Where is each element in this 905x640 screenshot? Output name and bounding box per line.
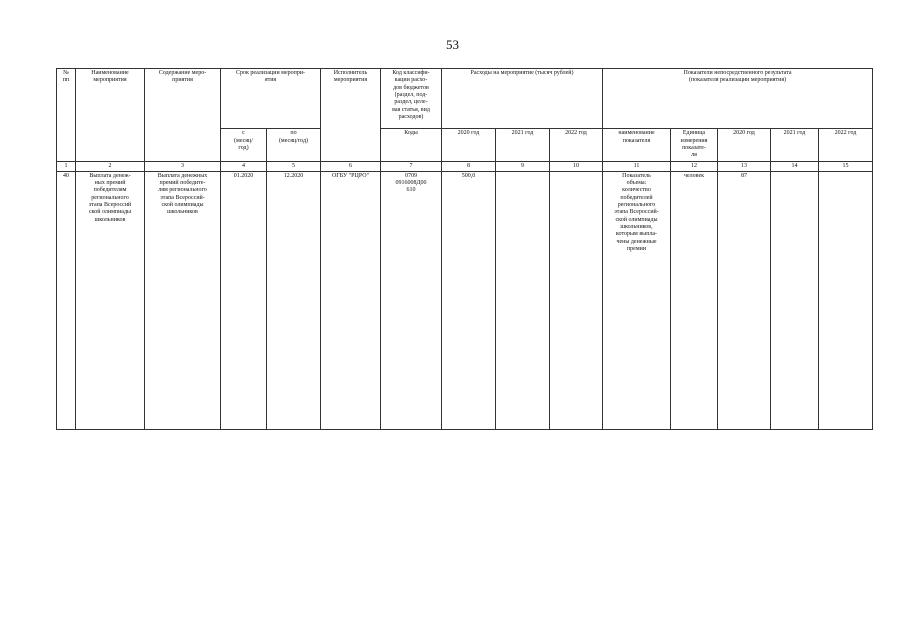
text-line: Код классифи-: [392, 70, 430, 76]
column-number: 4: [221, 161, 267, 171]
cell-budget-code: [381, 171, 442, 429]
text-line: (месяц/: [234, 137, 253, 144]
subheader-expense-2021: [496, 129, 550, 161]
column-number: 8: [442, 161, 496, 171]
text-line: наименование: [618, 130, 655, 137]
text-line: 40: [63, 172, 69, 179]
subheader-to: [267, 129, 321, 161]
text-line: которым выпла-: [615, 231, 658, 238]
text-line: школьников: [167, 209, 198, 216]
header-indicators: [603, 69, 873, 129]
column-number: 12: [671, 161, 718, 171]
text-line: победителям: [93, 187, 127, 194]
subheader-expense-2020: [442, 129, 496, 161]
cell-expense-2021: [496, 171, 550, 429]
text-line: 2022 год: [834, 130, 857, 137]
cell-measure-content: [145, 171, 221, 429]
column-number: 2: [76, 161, 145, 171]
text-line: Срок реализации меропри-: [235, 70, 306, 76]
text-line: ОГБУ "РЦРО": [331, 172, 370, 179]
text-line: ской олимпиады: [615, 216, 658, 223]
subheader-indicator-2022: [819, 129, 873, 161]
text-line: Выплата денеж-: [89, 172, 131, 179]
text-line: раздел, целе-: [394, 99, 428, 106]
column-number: 6: [321, 161, 381, 171]
subheader-indicator-name: [603, 129, 671, 161]
text-line: Коды: [404, 130, 418, 137]
text-line: Показатели непосредственного результата: [683, 70, 792, 76]
text-line: ных премий: [94, 180, 126, 187]
text-line: (месяц/год): [278, 137, 309, 144]
column-number: 14: [771, 161, 819, 171]
text-line: этапа Всероссий-: [614, 209, 659, 216]
column-number: 3: [145, 161, 221, 171]
text-line: 01.2020: [233, 172, 254, 179]
text-line: ля: [691, 152, 697, 159]
cell-indicator-2020: [718, 171, 771, 429]
text-line: приятия: [172, 77, 193, 84]
column-number: 10: [550, 161, 603, 171]
text-line: победителей: [620, 194, 653, 201]
header-expenses: [442, 69, 603, 129]
text-line: 500,0: [461, 172, 476, 179]
text-line: Единица: [682, 130, 706, 137]
text-line: вая статья, вид: [392, 106, 430, 113]
text-line: 2020 год: [733, 130, 755, 137]
text-line: регионального: [91, 194, 129, 201]
text-line: премий победите-: [159, 180, 206, 187]
text-line: Расходы на мероприятие (тысяч рублей): [470, 70, 574, 76]
text-line: количество: [622, 187, 651, 194]
text-line: по: [290, 130, 297, 137]
column-number: 11: [603, 161, 671, 171]
text-line: 12.2020: [283, 172, 304, 179]
text-line: премии: [626, 245, 647, 252]
text-line: мероприятия: [333, 77, 368, 84]
text-line: измерения: [680, 137, 708, 144]
text-line: кации расхо-: [394, 77, 428, 84]
subheader-unit: [671, 129, 718, 161]
text-line: 2021 год: [783, 130, 806, 137]
text-line: этапа Всероссий-: [160, 194, 205, 201]
text-line: Исполнитель: [333, 70, 368, 76]
text-line: 87: [741, 172, 747, 179]
cell-indicator-2022: [819, 171, 873, 429]
subheader-indicator-2021: [771, 129, 819, 161]
column-number: 1: [57, 161, 76, 171]
cell-executor: [321, 171, 381, 429]
text-line: Наименование: [91, 70, 129, 76]
cell-expense-2022: [550, 171, 603, 429]
text-line: (раздел, под-: [394, 91, 428, 98]
header-budget-code: [381, 69, 442, 129]
cell-term-to: [267, 171, 321, 429]
text-line: Содержание меро-: [158, 70, 207, 76]
cell-term-from: [221, 171, 267, 429]
cell-expense-2020: [442, 171, 496, 429]
text-line: регионального: [617, 201, 656, 208]
table-row: [57, 171, 873, 429]
text-line: пп: [62, 77, 70, 84]
column-number: 15: [819, 161, 873, 171]
text-line: ской олимпиады: [161, 201, 204, 208]
cell-indicator-name: [603, 171, 671, 429]
header-row: [57, 69, 873, 129]
text-line: расходов): [398, 113, 424, 120]
cell-indicator-2021: [771, 171, 819, 429]
page-number: 53: [446, 37, 459, 52]
header-term: [221, 69, 321, 129]
column-number-row: [57, 161, 873, 171]
subheader-codes: [381, 129, 442, 161]
text-line: человек: [683, 172, 705, 179]
text-line: 2020 год: [457, 130, 480, 137]
subheader-from: [221, 129, 267, 161]
text-line: чены денежные: [616, 238, 657, 245]
text-line: №: [63, 70, 69, 76]
text-line: школьников,: [620, 223, 653, 230]
text-line: с: [242, 130, 245, 137]
text-line: дов бюджетов: [393, 84, 429, 91]
text-line: 610: [406, 187, 416, 194]
column-number: 13: [718, 161, 771, 171]
text-line: этапа Всероссий: [88, 201, 132, 208]
text-line: объема:: [626, 180, 647, 187]
cell-unit: [671, 171, 718, 429]
text-line: ской олимпиады: [88, 209, 132, 216]
header-executor: [321, 69, 381, 162]
subheader-indicator-2020: [718, 129, 771, 161]
header-measure-content: [145, 69, 221, 162]
text-line: школьников: [94, 216, 126, 223]
text-line: 2022 год: [565, 130, 587, 137]
text-line: (показателя реализации мероприятия): [688, 77, 787, 84]
measures-table: [56, 68, 873, 430]
text-line: ятия: [264, 77, 277, 84]
text-line: показателя: [622, 137, 651, 144]
text-line: 0916008Д00: [395, 180, 427, 187]
header-no: [57, 69, 76, 162]
cell-measure-name: [76, 171, 145, 429]
text-line: год): [238, 144, 249, 151]
text-line: 2021 год: [511, 130, 534, 137]
column-number: 9: [496, 161, 550, 171]
text-line: Выплата денежных: [157, 172, 208, 179]
text-line: Показатель: [622, 172, 651, 179]
text-line: показате-: [682, 144, 706, 151]
cell-no: [57, 171, 76, 429]
column-number: 5: [267, 161, 321, 171]
text-line: мероприятия: [93, 77, 127, 84]
text-line: 0709: [405, 172, 417, 179]
text-line: лям регионального: [158, 187, 207, 194]
subheader-expense-2022: [550, 129, 603, 161]
header-measure-name: [76, 69, 145, 162]
column-number: 7: [381, 161, 442, 171]
